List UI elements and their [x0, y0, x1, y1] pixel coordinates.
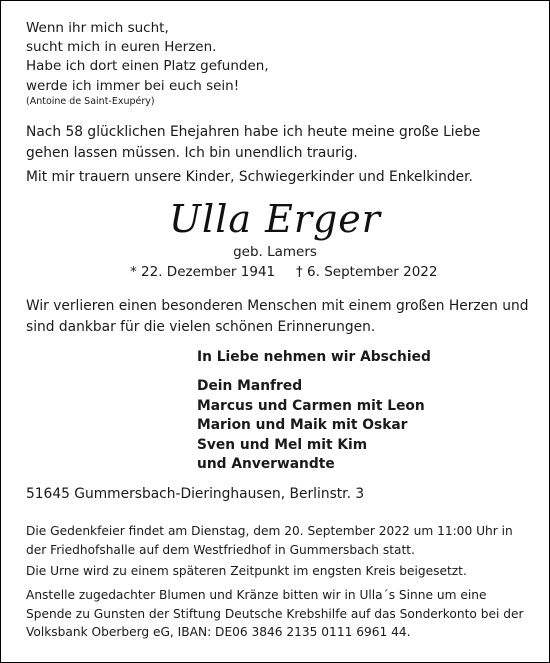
memory-paragraph: Wir verlieren einen besonderen Menschen mit einem großen Herzen und sind dankbar für die vielen schönen Erinnerungen.: [26, 298, 529, 335]
intro-paragraph: Nach 58 glücklichen Ehejahren habe ich heute meine große Liebe gehen lassen müssen. Ich bin unendlich traurig.: [26, 124, 481, 161]
mourners-paragraph: Mit mir trauern unsere Kinder, Schwiegerkinder und Enkelkinder.: [26, 169, 473, 185]
birth-date: * 22. Dezember 1941: [130, 264, 276, 280]
signer: Marcus und Carmen mit Leon: [197, 397, 425, 414]
poem-attribution: (Antoine de Saint-Exupéry): [26, 96, 155, 107]
deceased-name: Ulla Erger: [169, 197, 381, 241]
poem-line: Habe ich dort einen Platz gefunden,: [26, 58, 269, 75]
signer: Sven und Mel mit Kim: [197, 436, 368, 453]
signer: Marion und Maik mit Oskar: [197, 417, 408, 433]
poem-line: Wenn ihr mich sucht,: [26, 20, 169, 36]
address: 51645 Gummersbach-Dieringhausen, Berlinstr. 3: [26, 486, 365, 502]
poem-line: werde ich immer bei euch sein!: [26, 77, 240, 94]
farewell-heading: In Liebe nehmen wir Abschied: [197, 349, 431, 365]
ceremony-note: Die Gedenkfeier findet am Dienstag, dem 20. September 2022 um 11:00 Uhr in der Friedhofshalle auf dem Westfriedhof in Gummersbach statt.: [26, 524, 513, 557]
urn-note: Die Urne wird zu einem späteren Zeitpunkt im engsten Kreis beigesetzt.: [26, 564, 467, 578]
poem: [26, 19, 269, 96]
poem-line: sucht mich in euren Herzen.: [26, 39, 217, 56]
signer: Dein Manfred: [197, 378, 303, 394]
born-name: geb. Lamers: [233, 244, 317, 260]
death-date: † 6. September 2022: [296, 264, 438, 280]
signers-list: [197, 377, 425, 475]
signer: und Anverwandte: [197, 456, 335, 472]
donation-note: Anstelle zugedachter Blumen und Kränze bitten wir in Ulla´s Sinne um eine Spende zu Gunsten der Stiftung Deutsche Krebshilfe auf das Sonderkonto bei der Volksbank Oberberg eG, IBAN: DE06 3846 2135 0111 6961 44.: [26, 588, 524, 639]
